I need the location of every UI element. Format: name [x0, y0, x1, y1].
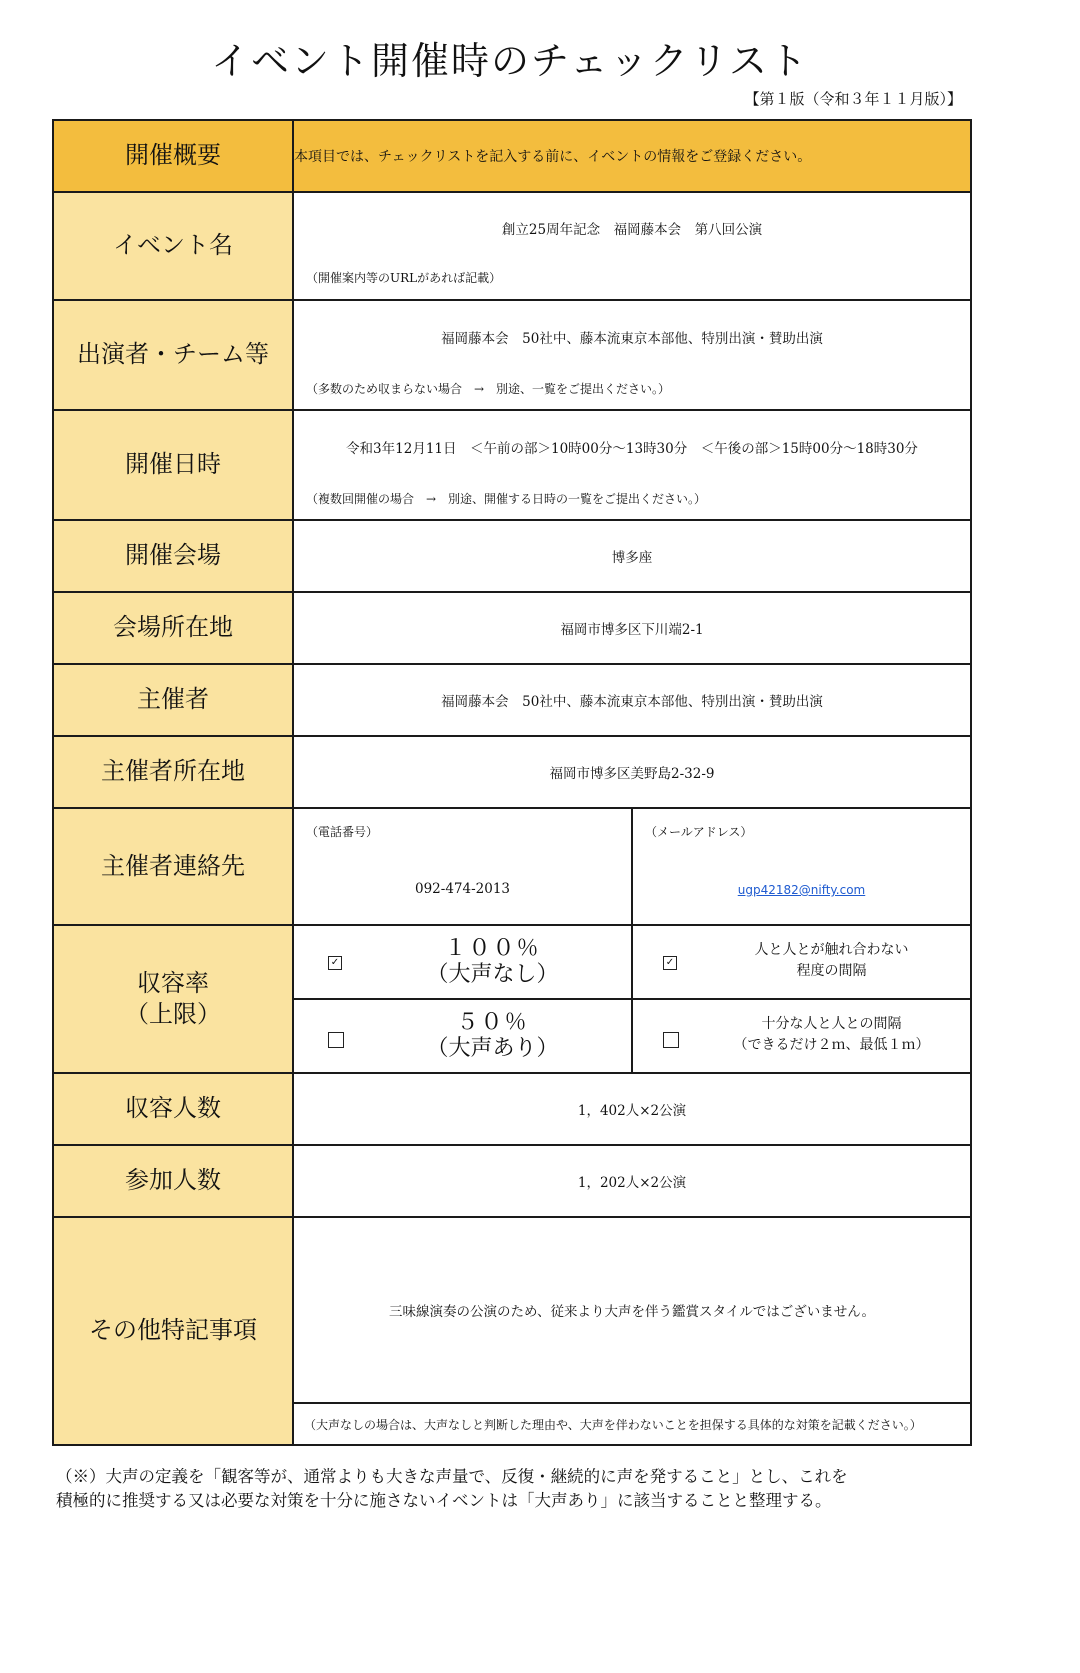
venue-address-label: 会場所在地	[53, 592, 293, 664]
venue-field[interactable]: 博多座	[293, 520, 971, 592]
option-100-line2: （大声なし）	[426, 962, 559, 987]
overview-label: 開催概要	[53, 120, 293, 192]
footnote-line2: 積極的に推奨する又は必要な対策を十分に施さないイベントは「大声あり」に該当することと整理する。	[56, 1491, 832, 1510]
option-no-contact-line2: 程度の間隔	[796, 963, 867, 979]
event-checklist-table	[52, 119, 972, 1446]
other-notes-label: その他特記事項	[53, 1217, 293, 1445]
organizer-label: 主催者	[53, 664, 293, 736]
performers-label: 出演者・チーム等	[53, 300, 293, 410]
organizer-address-label: 主催者所在地	[53, 736, 293, 808]
footnote	[56, 1465, 996, 1513]
option-50-line2: （大声あり）	[426, 1036, 559, 1061]
performers-field[interactable]	[293, 300, 971, 410]
footnote-line1: （※）大声の定義を「観客等が、通常よりも大きな声量で、反復・継続的に声を発すること」とし、これを	[56, 1467, 848, 1486]
option-no-contact-line1: 人と人とが触れ合わない	[754, 942, 909, 958]
phone-value: 092-474-2013	[414, 881, 510, 897]
capacity-rate-label-line2: （上限）	[125, 1000, 221, 1028]
performers-note: （多数のため収まらない場合 → 別途、一覧をご提出ください。）	[306, 382, 671, 396]
organizer-field[interactable]: 福岡藤本会 50社中、藤本流東京本部他、特別出演・賛助出演	[293, 664, 971, 736]
checkbox-100-percent[interactable]: ✓	[328, 956, 342, 970]
capacity-count-label: 収容人数	[53, 1073, 293, 1145]
row-capacity-count	[53, 1073, 971, 1145]
option-sufficient-line1: 十分な人と人との間隔	[761, 1016, 902, 1032]
organizer-address-field[interactable]: 福岡市博多区美野島2-32-9	[293, 736, 971, 808]
version-label: 【第１版（令和３年１１月版）】	[744, 90, 962, 108]
row-capacity-rate-1	[53, 925, 971, 999]
venue-label: 開催会場	[53, 520, 293, 592]
capacity-option-no-contact[interactable]	[632, 925, 971, 999]
row-event-name	[53, 192, 971, 300]
capacity-count-field[interactable]: 1，402人×2公演	[293, 1073, 971, 1145]
row-venue-address	[53, 592, 971, 664]
email-label: （メールアドレス）	[645, 825, 753, 839]
checkbox-sufficient-spacing[interactable]	[663, 1032, 679, 1048]
organizer-contact-label: 主催者連絡先	[53, 808, 293, 925]
event-name-field[interactable]	[293, 192, 971, 300]
datetime-field[interactable]	[293, 410, 971, 520]
phone-label: （電話番号）	[306, 825, 379, 839]
row-organizer-contact	[53, 808, 971, 925]
capacity-option-sufficient-spacing[interactable]	[632, 999, 971, 1073]
event-name-note: （開催案内等のURLがあれば記載）	[306, 271, 502, 285]
capacity-option-50[interactable]	[293, 999, 632, 1073]
capacity-option-100[interactable]	[293, 925, 632, 999]
row-datetime	[53, 410, 971, 520]
event-name-value: 創立25周年記念 福岡藤本会 第八回公演	[501, 222, 763, 238]
capacity-rate-label-line1: 収容率	[137, 968, 209, 997]
participants-field[interactable]: 1，202人×2公演	[293, 1145, 971, 1217]
participants-label: 参加人数	[53, 1145, 293, 1217]
datetime-value: 令和3年12月11日 ＜午前の部＞10時00分～13時30分 ＜午後の部＞15時00分～18時30分	[346, 441, 918, 457]
capacity-rate-label	[53, 925, 293, 1073]
phone-field[interactable]	[293, 808, 632, 925]
other-notes-hint: （大声なしの場合は、大声なしと判断した理由や、大声を伴わないことを担保する具体的な対策を記載ください。）	[293, 1403, 971, 1445]
row-organizer	[53, 664, 971, 736]
datetime-label: 開催日時	[53, 410, 293, 520]
overview-header-row	[53, 120, 971, 192]
option-50-line1: ５０％	[456, 1010, 529, 1035]
row-other-notes	[53, 1217, 971, 1403]
overview-instruction: 本項目では、チェックリストを記入する前に、イベントの情報をご登録ください。	[293, 120, 971, 192]
document-title: イベント開催時のチェックリスト	[210, 39, 810, 83]
row-participants	[53, 1145, 971, 1217]
event-name-label: イベント名	[53, 192, 293, 300]
row-performers	[53, 300, 971, 410]
row-venue	[53, 520, 971, 592]
other-notes-field[interactable]: 三味線演奏の公演のため、従来より大声を伴う鑑賞スタイルではございません。	[293, 1217, 971, 1403]
option-sufficient-line2: （できるだけ２ｍ、最低１ｍ）	[733, 1037, 930, 1053]
performers-value: 福岡藤本会 50社中、藤本流東京本部他、特別出演・賛助出演	[441, 331, 823, 347]
venue-address-field[interactable]: 福岡市博多区下川端2-1	[293, 592, 971, 664]
row-organizer-address	[53, 736, 971, 808]
email-field[interactable]	[632, 808, 971, 925]
datetime-note: （複数回開催の場合 → 別途、開催する日時の一覧をご提出ください。）	[306, 492, 707, 506]
checkbox-50-percent[interactable]	[328, 1032, 344, 1048]
checkbox-no-contact-spacing[interactable]: ✓	[663, 956, 677, 970]
email-link[interactable]: ugp42182@nifty.com	[737, 883, 866, 897]
option-100-line1: １００％	[444, 936, 541, 961]
